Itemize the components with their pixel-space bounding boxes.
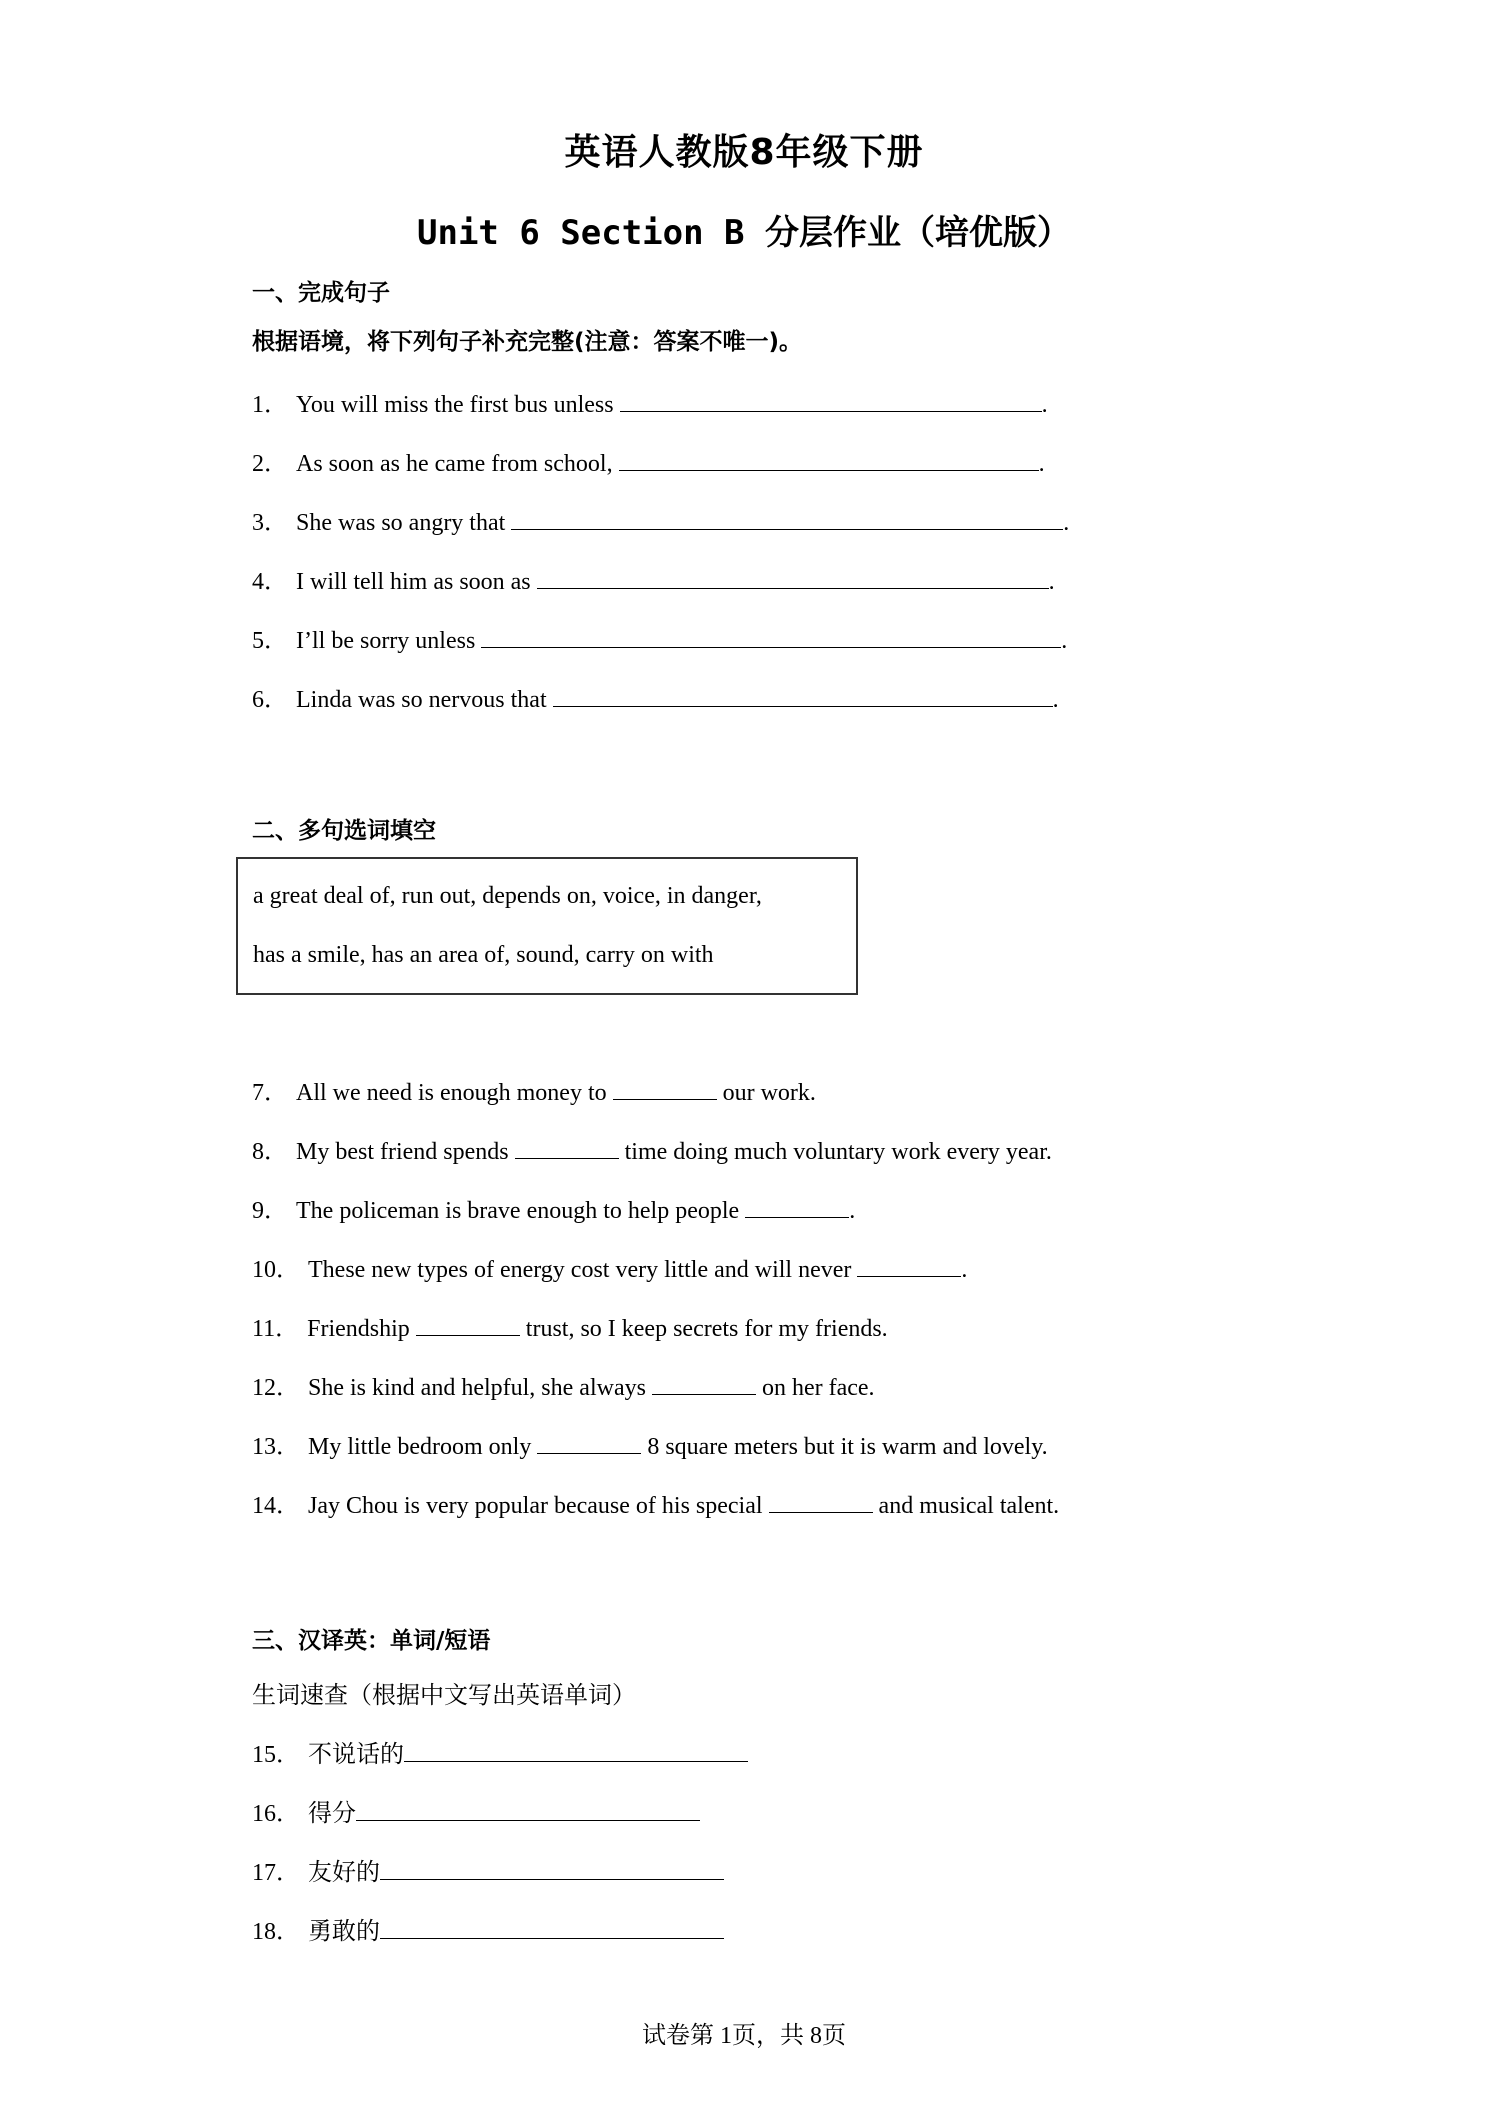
word-bank-box [236,857,858,995]
question-number: 5． [252,628,288,654]
document-title: 英语人教版8年级下册 [564,132,924,173]
question-text-after: our work. [716,1080,816,1106]
question-number: 14． [252,1493,300,1519]
answer-blank[interactable] [537,568,1049,589]
answer-blank[interactable] [652,1374,756,1395]
question-text: 得分 [308,1799,356,1827]
question-5 [252,620,1067,655]
question-text: 勇敢的 [308,1917,380,1945]
section3-heading: 三、汉译英：单词/短语 [252,1628,491,1654]
question-18 [252,1911,724,1946]
question-text: She was so angry that [296,510,512,536]
question-text-after: trust, so I keep secrets for my friends. [519,1316,888,1342]
question-13 [252,1426,1048,1461]
question-11 [252,1308,888,1343]
question-number: 2． [252,451,288,477]
question-text: I’ll be sorry unless [296,628,482,654]
question-14 [252,1485,1059,1520]
question-4 [252,561,1055,596]
question-text-before: All we need is enough money to [296,1080,613,1106]
question-text: You will miss the first bus unless [296,392,620,418]
question-end: . [1052,687,1059,713]
section1-instruction: 根据语境，将下列句子补充完整(注意：答案不唯一)。 [252,329,803,355]
question-text-before: My little bedroom only [308,1434,538,1460]
page-footer: 试卷第 1页，共 8页 [642,2023,846,2049]
question-7 [252,1072,816,1107]
question-text-after: and musical talent. [872,1493,1060,1519]
question-1 [252,384,1048,419]
question-number: 15． [252,1742,300,1768]
question-end: . [1048,569,1055,595]
question-12 [252,1367,875,1402]
answer-blank[interactable] [619,450,1039,471]
question-number: 11． [252,1316,300,1342]
question-text-before: The policeman is brave enough to help people [296,1198,746,1224]
question-number: 12． [252,1375,300,1401]
question-text: 不说话的 [308,1740,404,1768]
question-text-before: These new types of energy cost very little and will never [308,1257,858,1283]
answer-blank[interactable] [745,1197,849,1218]
answer-blank[interactable] [380,1859,724,1880]
question-number: 10． [252,1257,300,1283]
question-17 [252,1852,724,1887]
question-text: As soon as he came from school, [296,451,619,477]
answer-blank[interactable] [416,1315,520,1336]
answer-blank[interactable] [515,1138,619,1159]
question-text-before: Friendship [307,1316,416,1342]
answer-blank[interactable] [857,1256,961,1277]
question-number: 8． [252,1139,288,1165]
question-end: . [1041,392,1048,418]
question-end: . [1063,510,1070,536]
answer-blank[interactable] [613,1079,717,1100]
answer-blank[interactable] [404,1741,748,1762]
question-9 [252,1190,855,1225]
question-number: 16． [252,1801,300,1827]
word-bank-line-1: a great deal of, run out, depends on, voice, in danger, [253,883,762,909]
question-text-after: . [849,1198,856,1224]
answer-blank[interactable] [356,1800,700,1821]
question-number: 9． [252,1198,288,1224]
question-number: 6． [252,687,288,713]
question-text-after: on her face. [755,1375,875,1401]
question-text-after: . [961,1257,968,1283]
answer-blank[interactable] [537,1433,641,1454]
answer-blank[interactable] [481,627,1061,648]
question-number: 13． [252,1434,300,1460]
question-number: 7． [252,1080,288,1106]
section2-heading: 二、多句选词填空 [252,818,436,844]
question-number: 3． [252,510,288,536]
question-number: 1． [252,392,288,418]
document-subtitle: Unit 6 Section B 分层作业（培优版） [417,213,1071,253]
question-text-before: Jay Chou is very popular because of his special [308,1493,769,1519]
question-16 [252,1793,700,1828]
question-3 [252,502,1069,537]
section1-heading: 一、完成句子 [252,280,390,306]
question-end: . [1061,628,1068,654]
question-text-after: time doing much voluntary work every year. [618,1139,1052,1165]
question-15 [252,1734,748,1769]
question-text: 友好的 [308,1858,380,1886]
word-bank-line-2: has a smile, has an area of, sound, carry on with [253,942,714,968]
question-text-after: 8 square meters but it is warm and lovely. [641,1434,1048,1460]
question-number: 17． [252,1860,300,1886]
answer-blank[interactable] [380,1918,724,1939]
answer-blank[interactable] [620,391,1042,412]
question-6 [252,679,1059,714]
answer-blank[interactable] [769,1492,873,1513]
question-8 [252,1131,1052,1166]
question-text: I will tell him as soon as [296,569,537,595]
answer-blank[interactable] [553,686,1053,707]
question-number: 18． [252,1919,300,1945]
question-end: . [1038,451,1045,477]
question-text: Linda was so nervous that [296,687,553,713]
question-number: 4． [252,569,288,595]
answer-blank[interactable] [511,509,1063,530]
question-text-before: My best friend spends [296,1139,515,1165]
question-2 [252,443,1045,478]
question-text-before: She is kind and helpful, she always [308,1375,652,1401]
question-10 [252,1249,967,1284]
section3-note: 生词速查（根据中文写出英语单词） [252,1681,636,1709]
